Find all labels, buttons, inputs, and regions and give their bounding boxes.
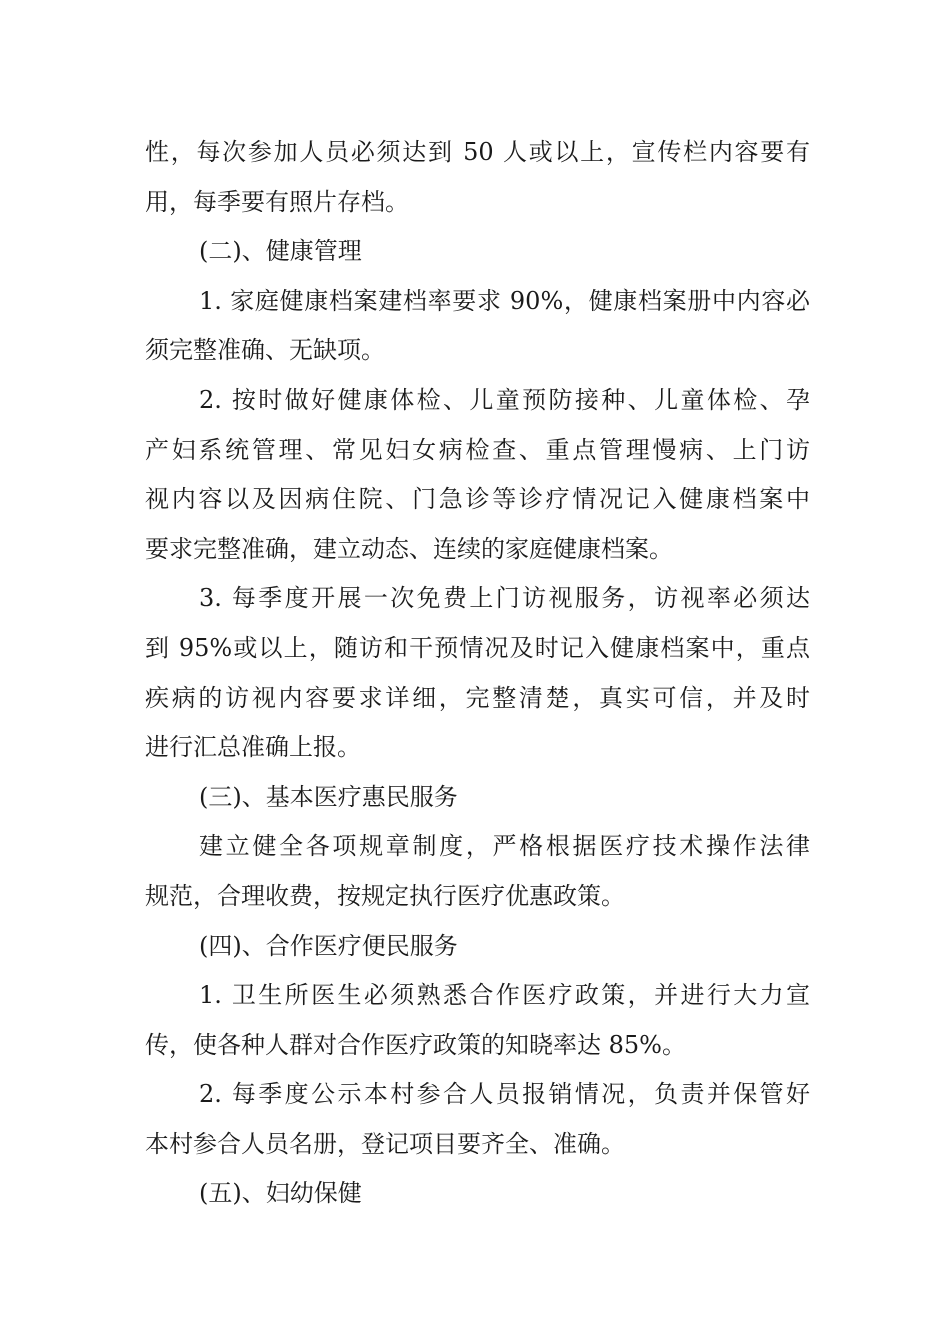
- paragraph-line: 2. 每季度公示本村参合人员报销情况，负责并保管好: [199, 1080, 810, 1109]
- paragraph-line: 2. 按时做好健康体检、儿童预防接种、儿童体检、孕: [199, 385, 810, 414]
- paragraph-line: 用，每季要有照片存档。: [145, 187, 409, 216]
- document-body: [145, 128, 810, 1219]
- paragraph-line: 疾病的访视内容要求详细，完整清楚，真实可信，并及时: [145, 683, 810, 712]
- paragraph-line: 要求完整准确，建立动态、连续的家庭健康档案。: [145, 534, 673, 563]
- paragraph-line: 进行汇总准确上报。: [145, 733, 361, 762]
- paragraph-line: 1. 家庭健康档案建档率要求 90%，健康档案册中内容必: [199, 286, 810, 315]
- section-heading: (三)、基本医疗惠民服务: [199, 782, 458, 811]
- paragraph-line: 视内容以及因病住院、门急诊等诊疗情况记入健康档案中: [145, 485, 810, 514]
- paragraph-line: 规范，合理收费，按规定执行医疗优惠政策。: [145, 881, 625, 910]
- paragraph-line: 本村参合人员名册，登记项目要齐全、准确。: [145, 1129, 625, 1158]
- section-heading: (五)、妇幼保健: [199, 1179, 362, 1208]
- paragraph-line: 建立健全各项规章制度，严格根据医疗技术操作法律: [199, 832, 810, 861]
- paragraph-line: 到 95%或以上，随访和干预情况及时记入健康档案中，重点: [145, 633, 810, 662]
- paragraph-line: 产妇系统管理、常见妇女病检查、重点管理慢病、上门访: [145, 435, 810, 464]
- paragraph-line: 性，每次参加人员必须达到 50 人或以上，宣传栏内容要有: [145, 138, 810, 166]
- paragraph-line: 3. 每季度开展一次免费上门访视服务，访视率必须达: [199, 584, 810, 613]
- paragraph-line: 传，使各种人群对合作医疗政策的知晓率达 85%。: [145, 1030, 686, 1059]
- section-heading: (二)、健康管理: [199, 237, 362, 266]
- paragraph-line: 1. 卫生所医生必须熟悉合作医疗政策，并进行大力宣: [199, 981, 810, 1010]
- section-heading: (四)、合作医疗便民服务: [199, 931, 458, 960]
- paragraph-line: 须完整准确、无缺项。: [145, 336, 385, 365]
